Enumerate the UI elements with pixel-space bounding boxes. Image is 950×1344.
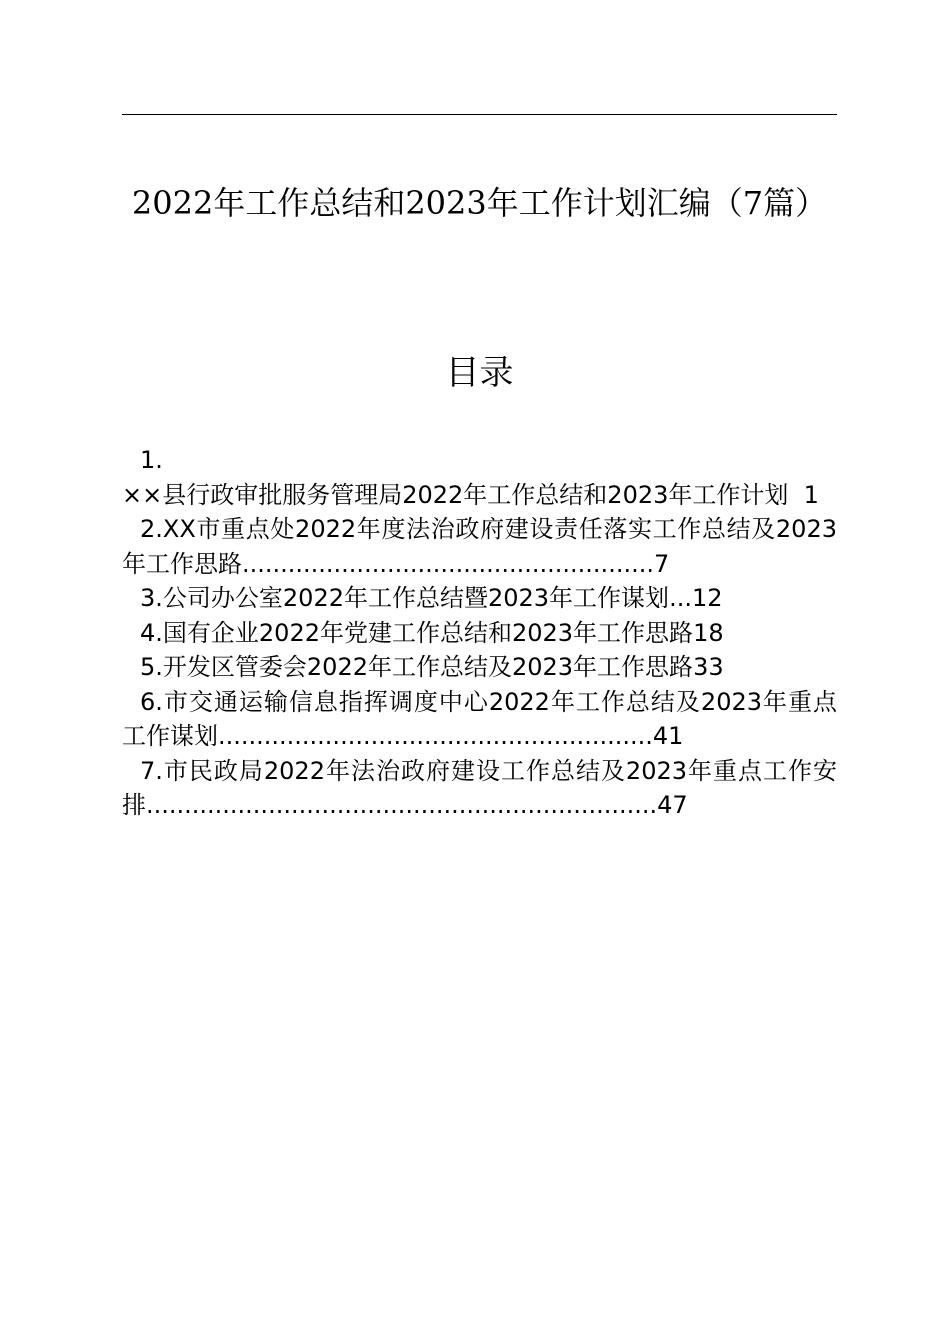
- toc-item-text: XX市重点处2022年度法治政府建设责任落实工作总结及2023年工作思路: [122, 515, 837, 578]
- toc-item-2[interactable]: [122, 512, 837, 581]
- toc-item-text: 国有企业2022年党建工作总结和2023年工作思路: [162, 618, 694, 647]
- toc-item-page: 41: [652, 722, 684, 750]
- toc-item-page: 18: [693, 618, 724, 647]
- toc-item-leader: ...: [669, 584, 692, 612]
- toc-item-page: 33: [693, 653, 724, 681]
- toc-item-7[interactable]: [122, 754, 837, 823]
- toc-item-label: 4.: [140, 618, 163, 647]
- document-title: 2022年工作总结和2023年工作计划汇编（7篇）: [131, 184, 828, 222]
- toc-item-leader: ......................................................: [242, 549, 654, 578]
- toc-item-label: 3.: [140, 584, 163, 612]
- toc-item-text: 市交通运输信息指挥调度中心2022年工作总结及2023年重点工作谋划: [122, 687, 837, 750]
- toc-item-page: 7: [653, 549, 670, 578]
- toc-item-leader: ...................................................................: [146, 791, 658, 819]
- toc-heading: 目录: [445, 353, 514, 393]
- header-rule: [122, 114, 837, 115]
- toc-item-4[interactable]: [122, 616, 837, 651]
- toc-item-3[interactable]: [122, 581, 837, 616]
- toc-item-text: 开发区管委会2022年工作总结及2023年工作思路: [162, 653, 694, 681]
- toc-item-text: 公司办公室2022年工作总结暨2023年工作谋划: [162, 584, 670, 612]
- table-of-contents: [122, 443, 837, 823]
- toc-item-page: 1: [803, 480, 819, 509]
- toc-item-5[interactable]: [122, 650, 837, 685]
- toc-item-page: 12: [691, 584, 723, 612]
- toc-item-text: ××县行政审批服务管理局2022年工作总结和2023年工作计划: [122, 480, 789, 509]
- toc-item-label: 6.: [140, 687, 163, 716]
- toc-item-label: 7.: [140, 756, 163, 785]
- toc-item-leader: .........................................................: [218, 722, 653, 750]
- toc-item-text: 市民政局2022年法治政府建设工作总结及2023年重点工作安排: [122, 756, 837, 819]
- toc-item-label: 2.: [140, 515, 163, 543]
- toc-item-1[interactable]: [122, 443, 837, 512]
- toc-item-label: 1.: [140, 446, 163, 474]
- toc-item-6[interactable]: [122, 685, 837, 754]
- toc-item-label: 5.: [140, 653, 163, 681]
- toc-item-page: 47: [657, 791, 688, 819]
